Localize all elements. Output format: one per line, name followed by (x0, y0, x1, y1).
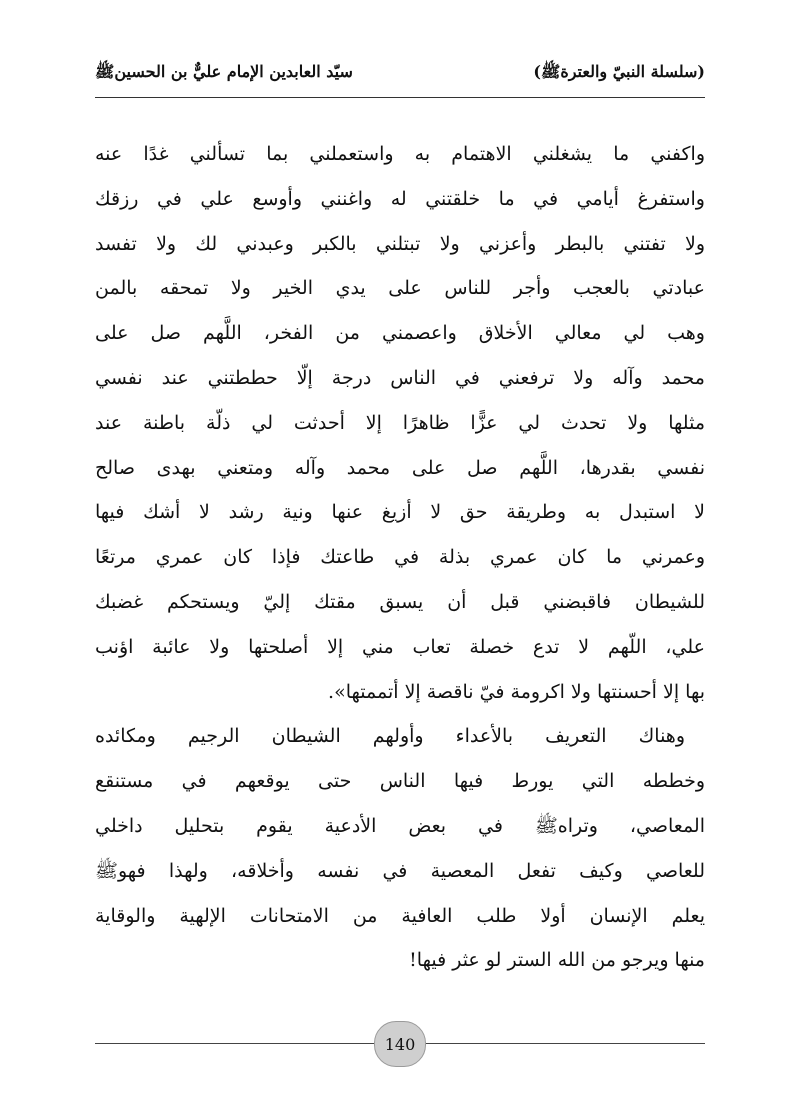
header-rule (95, 97, 705, 98)
text-line: عبادتي بالعجب وأجر للناس على يدي الخير ولا تمحقه بالمن (95, 277, 705, 300)
text-line: علي، اللّهم لا تدع خصلة تعاب مني إلا أصلحتها ولا عائبة اؤنب (95, 635, 705, 658)
text-line: وهب لي معالي الأخلاق واعصمني من الفخر، اللَّهم صل على (95, 322, 705, 345)
running-header (95, 58, 705, 88)
text-line: منها ويرجو من الله الستر لو عثر فيها! (409, 949, 705, 972)
text-line: للعاصي وكيف تفعل المعصية في نفسه وأخلاقه، ولهذا فهوﷺ (95, 859, 705, 882)
text-line: نفسي بقدرها، اللَّهم صل على محمد وآله ومتعني بهدى صالح (95, 456, 705, 479)
paragraph-2 (95, 714, 705, 983)
text-line: لا استبدل به وطريقة حق لا أزيغ عنها ونية رشد لا أشك فيها (95, 501, 705, 524)
text-line: واستفرغ أيامي في ما خلقتني له واغنني وأوسع علي في رزقك (95, 187, 705, 210)
text-line: يعلم الإنسان أولا طلب العافية من الامتحانات الإلهية والوقاية (95, 904, 705, 927)
page-footer (95, 1018, 705, 1068)
text-line: للشيطان فاقبضني قبل أن يسبق مقتك إليّ ويستحكم غضبك (95, 590, 705, 613)
text-line: وهناك التعريف بالأعداء وأولهم الشيطان الرجيم ومكائده (95, 725, 685, 748)
paragraph-1 (95, 132, 705, 714)
book-title: سيّد العابدين الإمام عليٌّ بن الحسينﷺ (95, 61, 353, 81)
body-text (95, 132, 705, 983)
series-title: (سلسلة النبيّ والعترةﷺ) (533, 61, 705, 81)
text-line: وعمرني ما كان عمري بذلة في طاعتك فإذا كان عمري مرتعًا (95, 546, 705, 569)
text-line: ولا تفتني بالبطر وأعزني ولا تبتلني بالكبر وعبدني لك ولا تفسد (95, 232, 705, 255)
text-line: مثلها ولا تحدث لي عزًّا ظاهرًا إلا أحدثت لي ذلّة باطنة عند (95, 411, 705, 434)
text-line: محمد وآله ولا ترفعني في الناس درجة إلّا حططتني عند نفسي (95, 366, 705, 389)
text-line: المعاصي، وتراهﷺ في بعض الأدعية يقوم بتحليل داخلي (95, 814, 705, 837)
text-line: بها إلا أحسنتها ولا اكرومة فيّ ناقصة إلا أتممتها». (328, 680, 705, 703)
page-number: 140 (374, 1021, 426, 1067)
text-line: وخططه التي يورط فيها الناس حتى يوقعهم في مستنقع (95, 770, 705, 793)
text-line: واكفني ما يشغلني الاهتمام به واستعملني بما تسألني غدًا عنه (95, 143, 705, 165)
